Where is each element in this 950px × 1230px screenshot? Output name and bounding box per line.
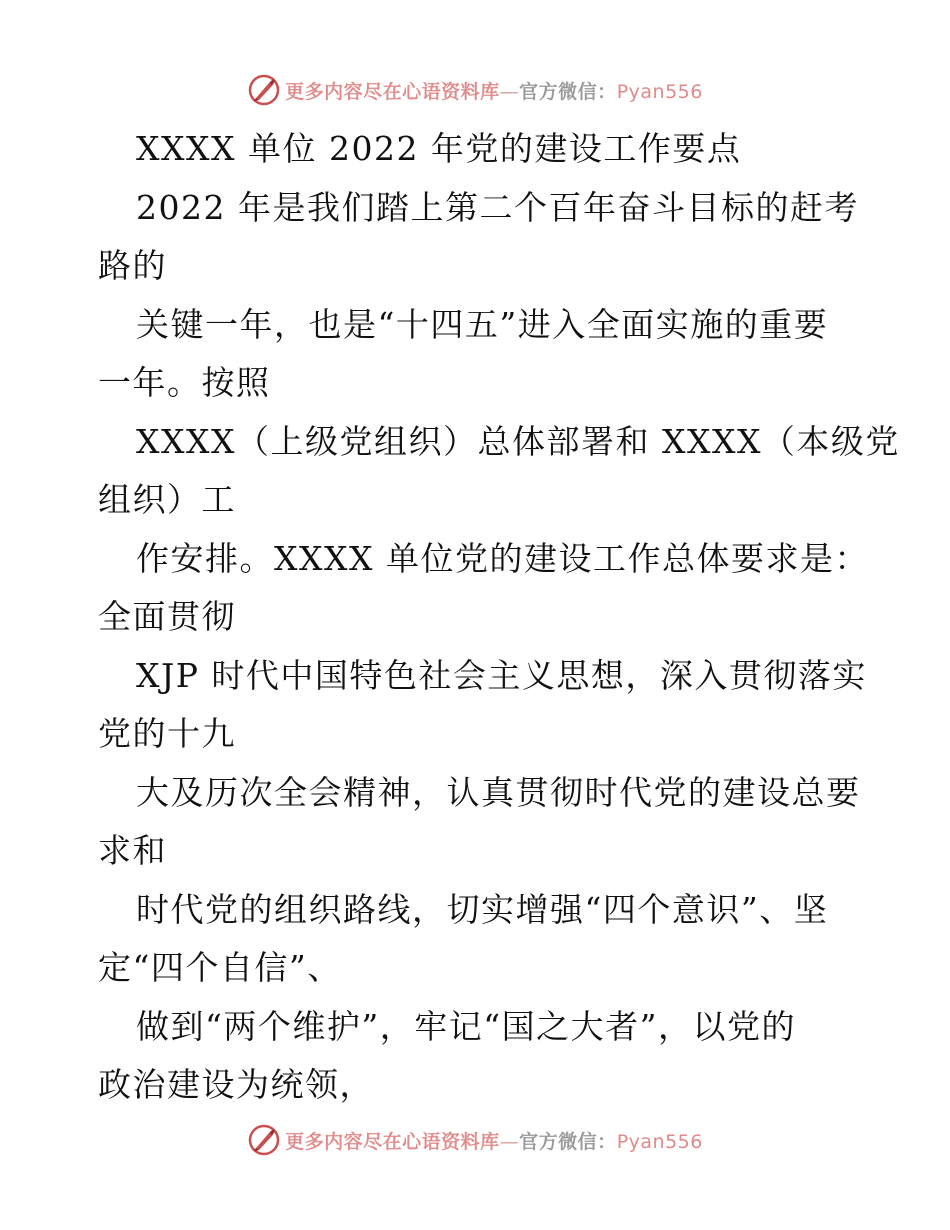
paragraph-line: 大及历次全会精神，认真贯彻时代党的建设总要 xyxy=(136,772,861,812)
paragraph-line: 全面贯彻 xyxy=(98,597,236,636)
watermark-main-text: 更多内容尽在心语资料库 xyxy=(285,1130,500,1153)
paragraph-line: 一年。按照 xyxy=(98,363,271,402)
paragraph-line: 组织）工 xyxy=(98,480,236,519)
paragraph-line: 关键一年，也是“十四五”进入全面实施的重要 xyxy=(136,304,829,344)
watermark-wechat-id: Pyan556 xyxy=(616,1130,703,1153)
document-body xyxy=(98,120,900,1115)
watermark-text xyxy=(285,1127,703,1154)
footer-watermark-banner xyxy=(0,1120,950,1160)
paragraph-line: XXXX（上级党组织）总体部署和 XXXX（本级党 xyxy=(136,421,900,461)
watermark-wechat-id: Pyan556 xyxy=(616,80,703,103)
watermark-wechat-label: 官方微信： xyxy=(519,1130,617,1153)
quill-pen-logo-icon xyxy=(247,73,281,107)
watermark-main-text: 更多内容尽在心语资料库 xyxy=(285,80,500,103)
paragraph-line: 做到“两个维护”，牢记“国之大者”，以党的 xyxy=(136,1006,796,1046)
header-watermark-banner xyxy=(0,70,950,110)
watermark-dash: — xyxy=(499,80,520,103)
document-title: XXXX 单位 2022 年党的建设工作要点 xyxy=(136,129,742,168)
paragraph-line: 2022 年是我们踏上第二个百年奋斗目标的赶考 xyxy=(136,187,859,227)
paragraph-line: 求和 xyxy=(98,831,167,870)
paragraph-line: 定“四个自信”、 xyxy=(98,948,342,987)
paragraph-line: 时代党的组织路线，切实增强“四个意识”、坚 xyxy=(136,889,829,929)
paragraph-line: XJP 时代中国特色社会主义思想，深入贯彻落实 xyxy=(136,655,867,695)
paragraph-line: 作安排。XXXX 单位党的建设工作总体要求是： xyxy=(136,538,869,578)
watermark-dash: — xyxy=(499,1130,520,1153)
paragraph-line: 党的十九 xyxy=(98,714,236,753)
paragraph-line: 路的 xyxy=(98,246,167,285)
watermark-text xyxy=(285,77,703,104)
quill-pen-logo-icon xyxy=(247,1123,281,1157)
paragraph-line: 政治建设为统领， xyxy=(98,1065,374,1104)
watermark-wechat-label: 官方微信： xyxy=(519,80,617,103)
